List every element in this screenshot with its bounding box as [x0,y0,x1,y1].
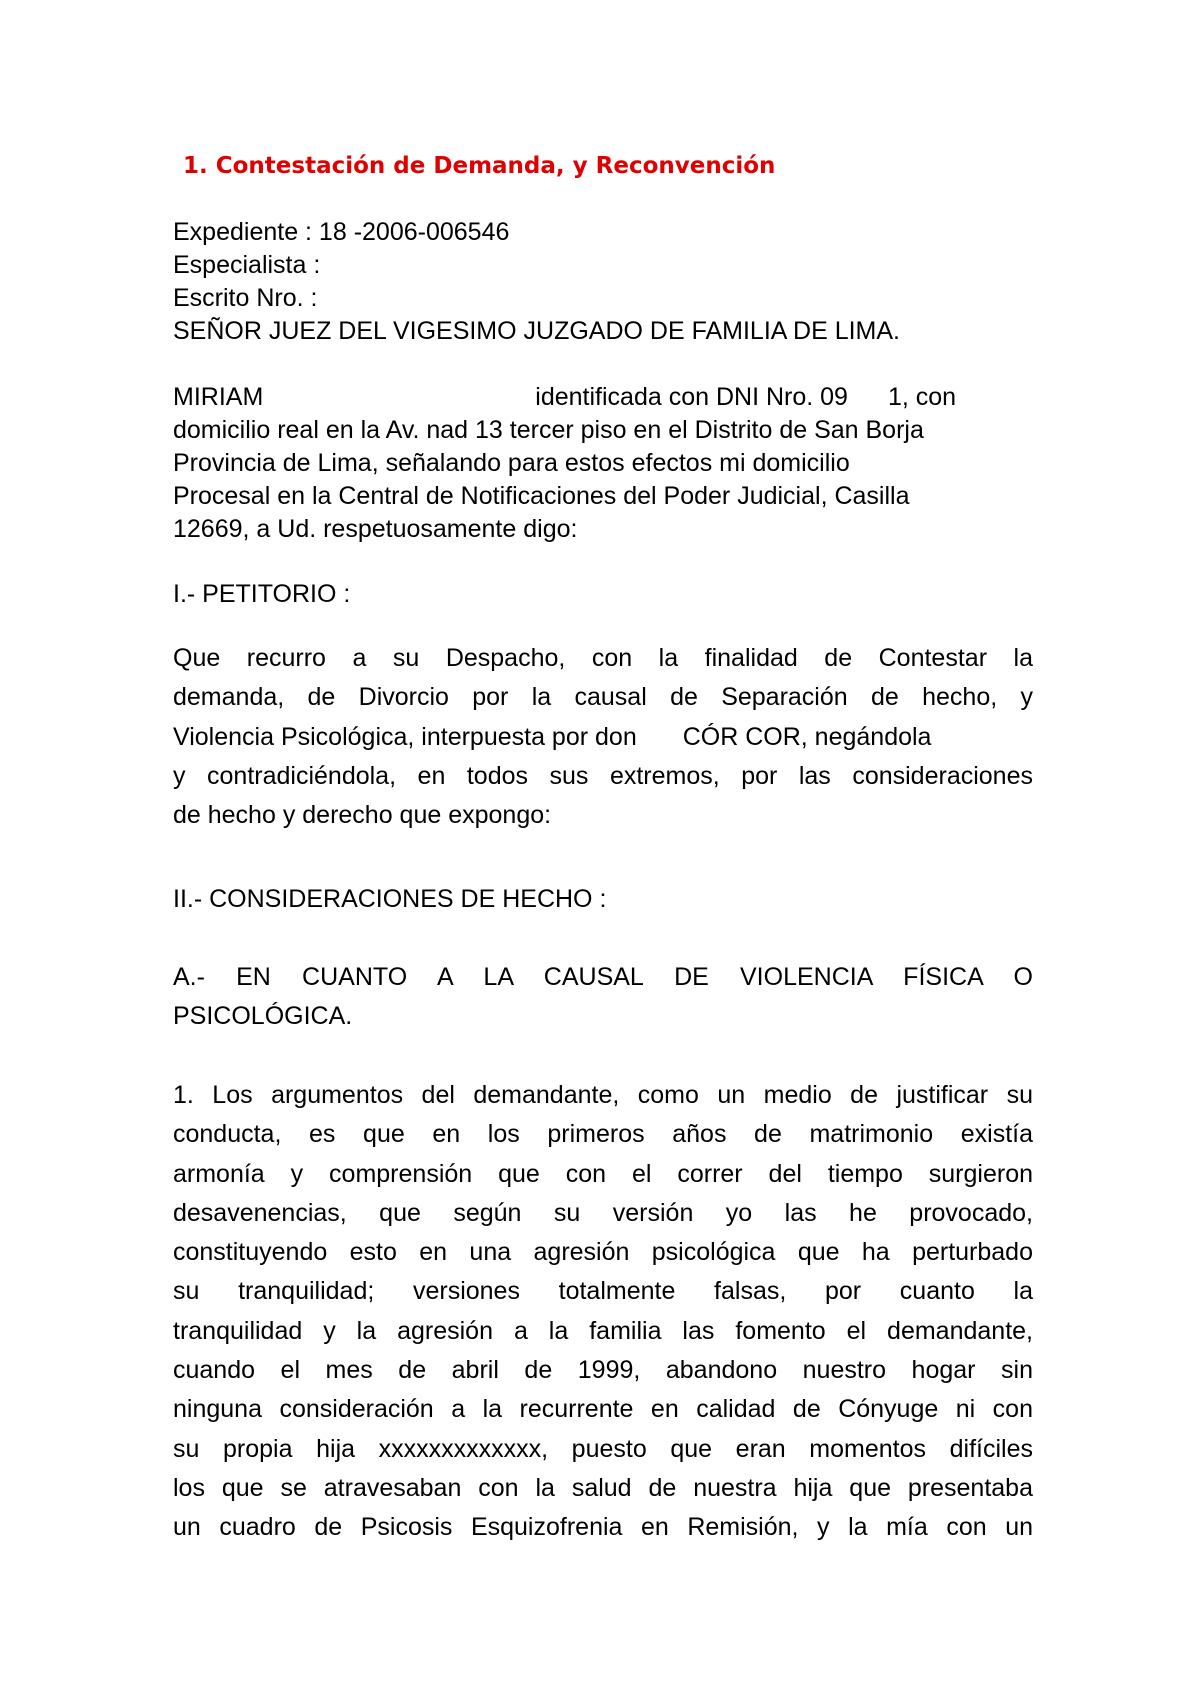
subheading-line: PSICOLÓGICA. [173,1002,353,1031]
paragraph-line: armonía y comprensión que con el correr del tiempo surgieron [173,1159,1033,1188]
subheading-line: A.- EN CUANTO A LA CAUSAL DE VIOLENCIA FÍSICA O [173,963,1033,991]
paragraph-line: su tranquilidad; versiones totalmente falsas, por cuanto la [173,1277,1033,1306]
paragraph-line: desavenencias, que según su versión yo las he provocado, [173,1198,1033,1227]
paragraph-line: tranquilidad y la agresión a la familia las fomento el demandante, [173,1316,1033,1345]
consideraciones-heading: II.- CONSIDERACIONES DE HECHO : [173,885,607,913]
paragraph-line-part: CÓR COR, negándola [682,722,932,751]
intro-line: Procesal en la Central de Notificaciones del Poder Judicial, Casilla [173,482,910,510]
dni-text: identificada con DNI Nro. 09 [535,383,848,411]
case-header [173,216,1033,348]
paragraph-line: demanda, de Divorcio por la causal de Separación de hecho, y [173,683,1033,712]
paragraph-line [173,718,1033,757]
paragraph-line: los que se atravesaban con la salud de nuestra hija que presentaba [173,1473,1033,1502]
intro-line: 12669, a Ud. respetuosamente digo: [173,515,578,543]
paragraph-line: Que recurro a su Despacho, con la finalidad de Contestar la [173,644,1033,672]
paragraph-line: 1. Los argumentos del demandante, como un medio de justificar su [173,1081,1033,1109]
intro-paragraph [173,381,1033,546]
especialista-line: Especialista : [173,251,321,279]
escrito-line: Escrito Nro. : [173,284,318,312]
paragraph-line: conducta, es que en los primeros años de matrimonio existía [173,1120,1033,1149]
causal-subheading [173,958,1033,1037]
document-title: 1. Contestación de Demanda, y Reconvención [183,153,776,179]
paragraph-line: y contradiciéndola, en todos sus extremos, por las consideraciones [173,761,1033,790]
intro-line: Provincia de Lima, señalando para estos efectos mi domicilio [173,449,850,477]
paragraph-line: ninguna consideración a la recurrente en calidad de Cónyuge ni con [173,1395,1033,1424]
petitorio-heading: I.- PETITORIO : [173,580,351,608]
paragraph-line-part: Violencia Psicológica, interpuesta por don [173,722,637,751]
petitorio-paragraph [173,639,1033,835]
dni-end-text: 1, con [887,383,957,411]
paragraph-line: un cuadro de Psicosis Esquizofrenia en Remisión, y la mía con un [173,1513,1033,1542]
paragraph-line: constituyendo esto en una agresión psicológica que ha perturbado [173,1238,1033,1267]
paragraph-line: de hecho y derecho que expongo: [173,801,552,830]
addressee-line: SEÑOR JUEZ DEL VIGESIMO JUZGADO DE FAMILIA DE LIMA. [173,317,900,345]
paragraph-line: cuando el mes de abril de 1999, abandono nuestro hogar sin [173,1356,1033,1385]
paragraph-line: su propia hija xxxxxxxxxxxxx, puesto que eran momentos difíciles [173,1434,1033,1463]
intro-line [173,381,1033,414]
intro-line: domicilio real en la Av. nad 13 tercer piso en el Distrito de San Borja [173,416,924,444]
party-name: MIRIAM [173,383,264,411]
consideracion-paragraph-1 [173,1076,1033,1548]
expediente-line: Expediente : 18 -2006-006546 [173,218,510,246]
